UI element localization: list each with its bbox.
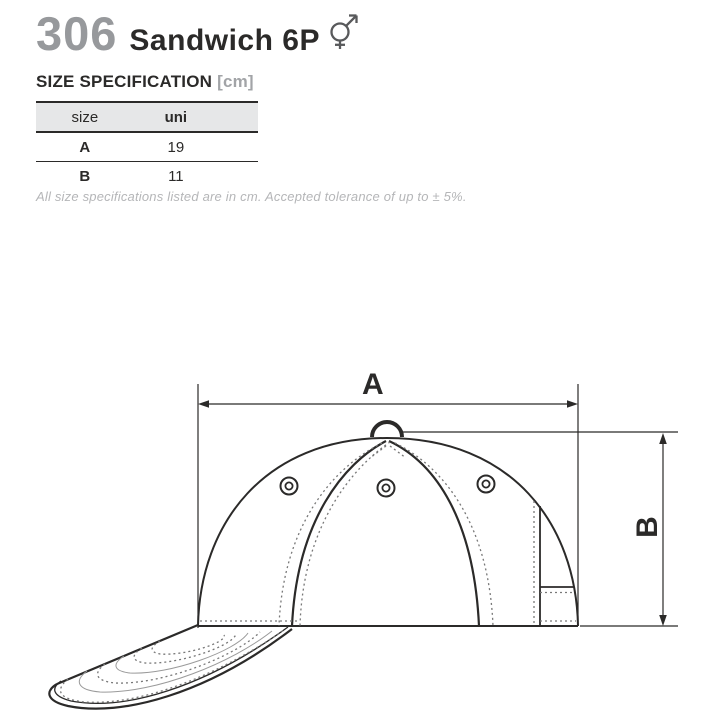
crown-outline: [198, 438, 578, 626]
eyelet-left: [281, 478, 298, 495]
visor-stitch-rows: [60, 630, 284, 702]
visor: [49, 625, 292, 709]
size-spec-title-text: SIZE SPECIFICATION: [36, 72, 213, 91]
dimension-b-label: B: [630, 516, 664, 538]
column-header-uni: uni: [164, 108, 188, 126]
dimension-a-label: A: [362, 368, 384, 401]
front-seam-left: [292, 441, 386, 626]
size-label-b: B: [79, 167, 91, 185]
eyelet-right: [478, 476, 495, 493]
cap-crown: [198, 422, 578, 626]
column-header-size: size: [71, 108, 99, 126]
product-name: Sandwich 6P: [129, 24, 320, 57]
dimension-arrowheads: [198, 400, 667, 626]
front-seam-right: [389, 441, 479, 626]
eyelets: [281, 476, 495, 497]
top-button: [372, 422, 402, 437]
size-value-a: 19: [167, 138, 185, 156]
crown-stitch-lines: [200, 442, 576, 626]
product-code: 306: [36, 7, 118, 60]
visor-top-edge: [57, 625, 198, 684]
dimension-lines: [198, 384, 678, 628]
tolerance-note: All size specifications listed are in cm. Accepted tolerance of up to ± 5%.: [36, 189, 467, 204]
size-label-a: A: [79, 138, 91, 156]
size-value-b: 11: [168, 167, 184, 185]
size-spec-unit: [cm]: [217, 72, 254, 91]
eyelet-center: [378, 480, 395, 497]
